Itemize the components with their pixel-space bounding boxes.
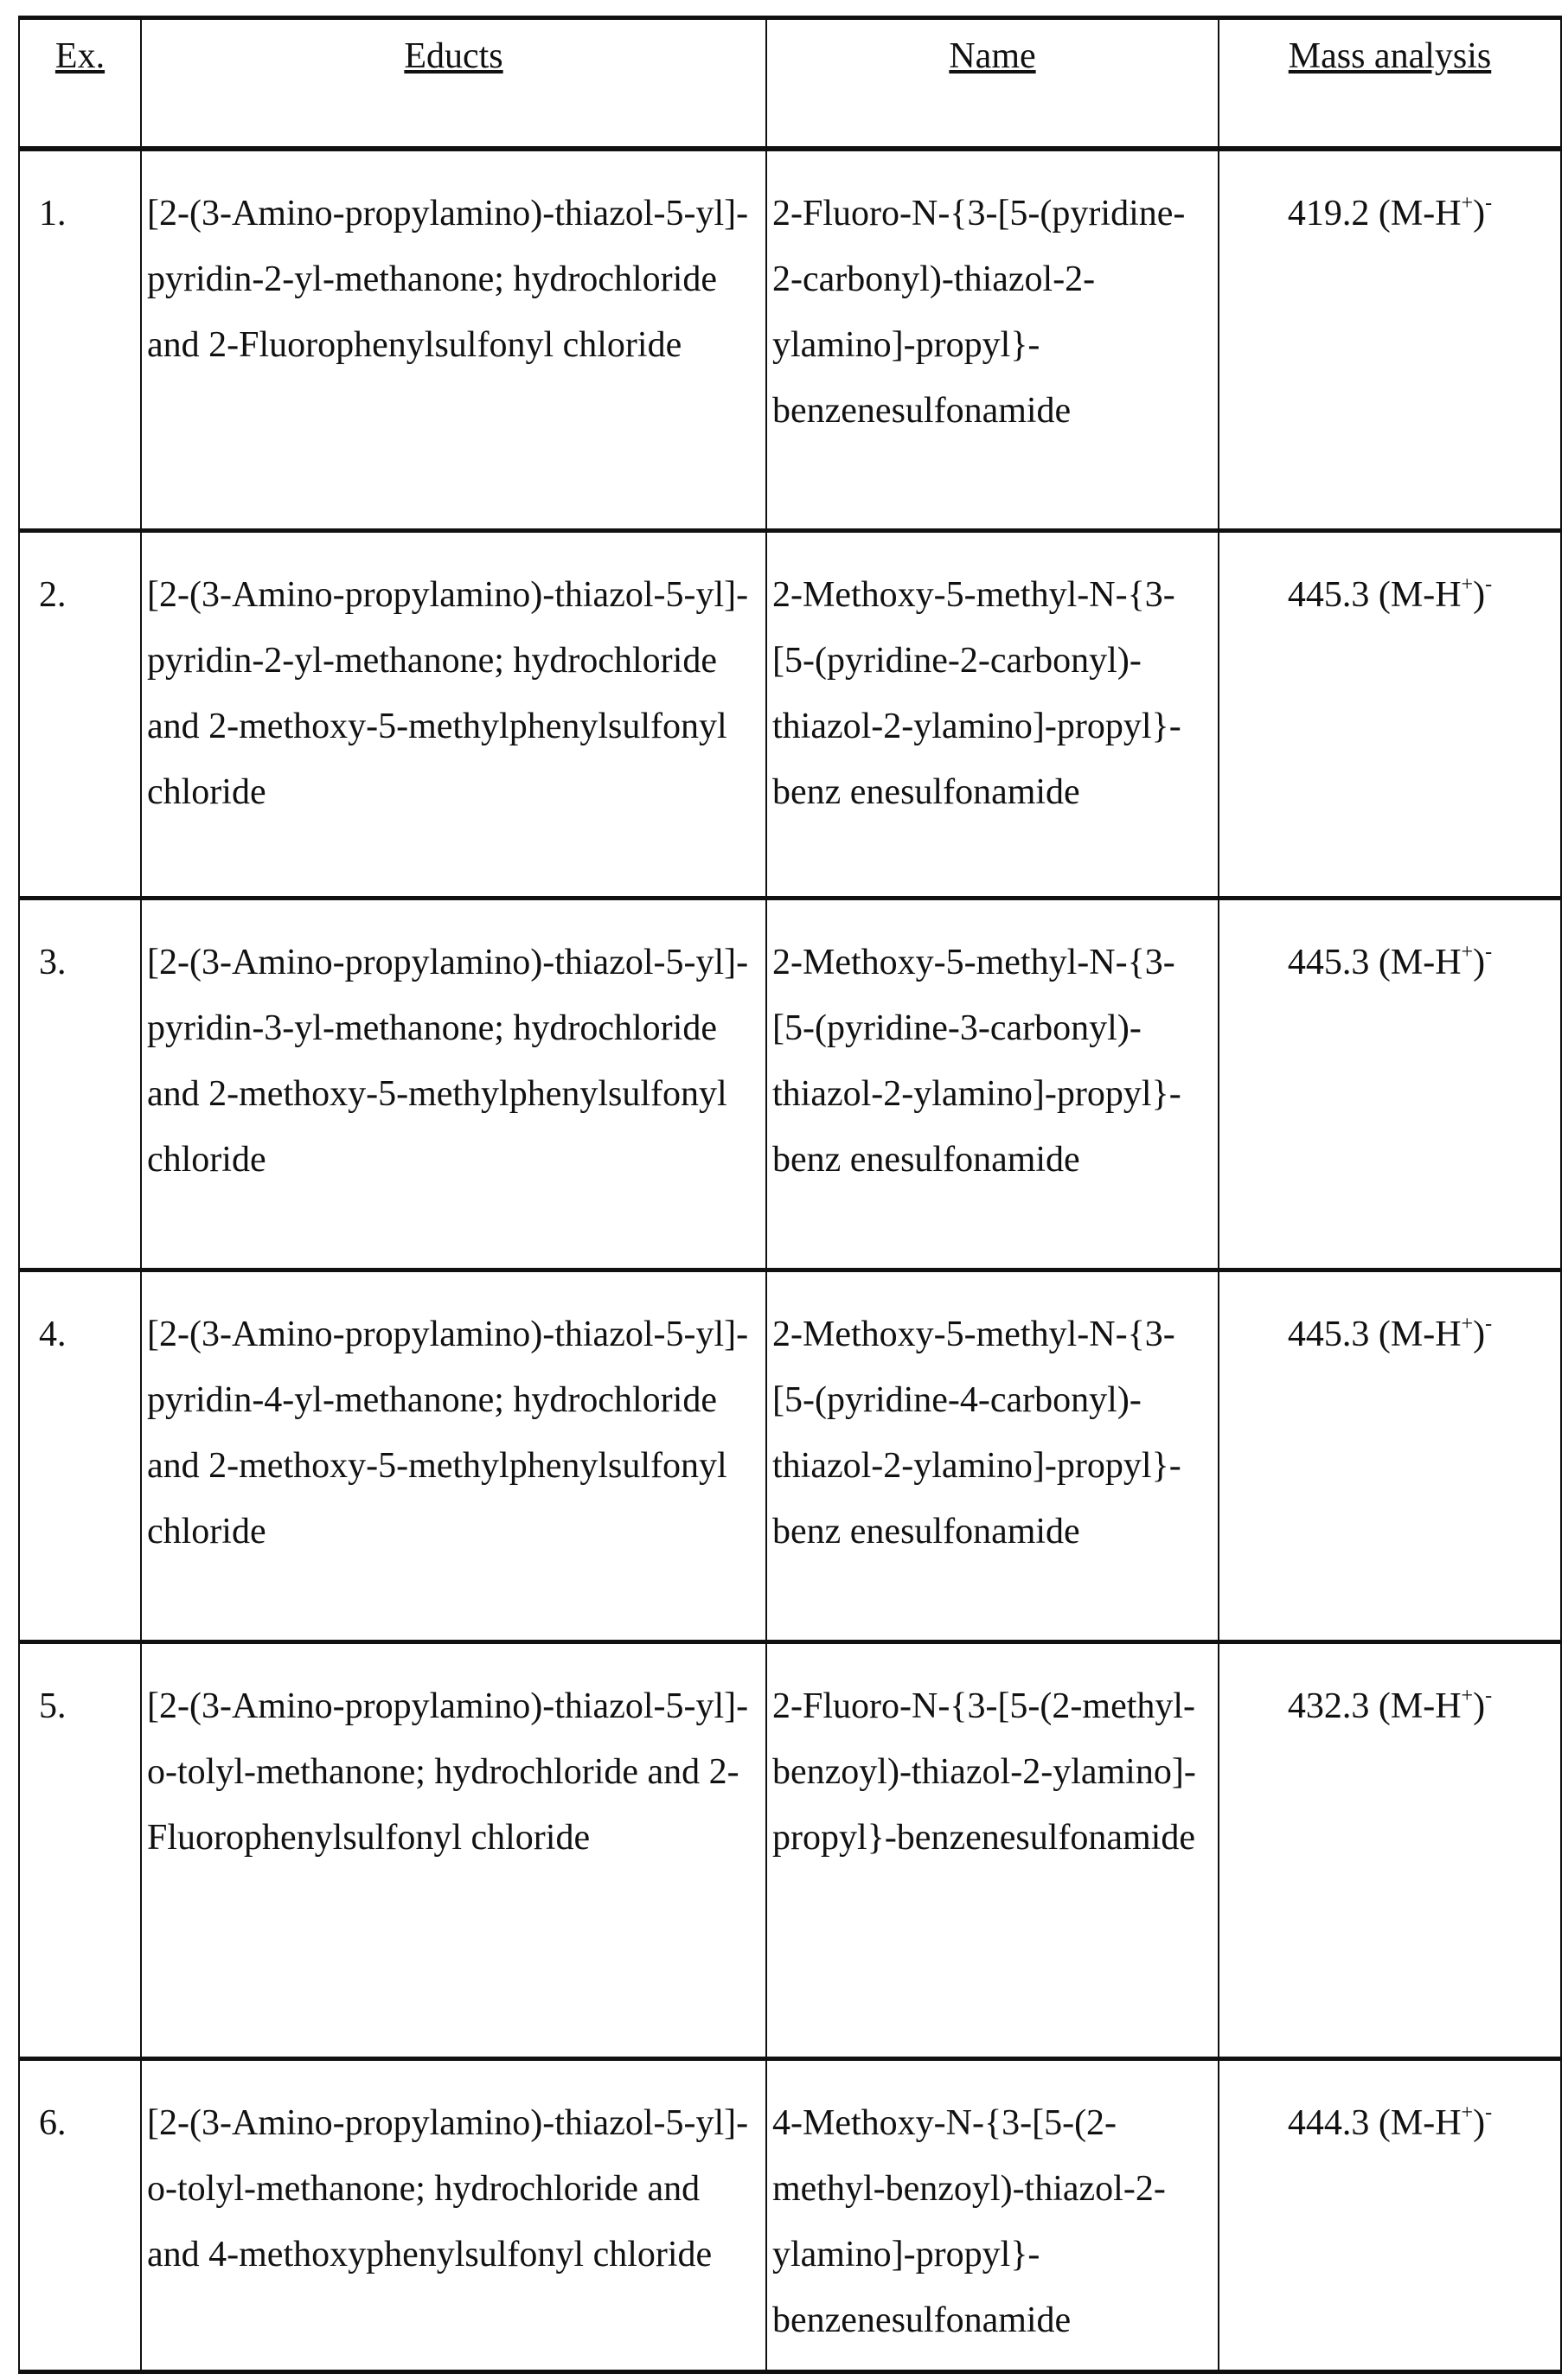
mass-value: 445.3 (M-H bbox=[1288, 1315, 1462, 1354]
table-row bbox=[19, 1270, 1561, 1642]
example-number: 3. bbox=[19, 899, 141, 1270]
educts-cell: [2-(3-Amino-propylamino)-thiazol-5-yl]-pyridin-2-yl-methanone; hydrochloride and 2-Fluorophenylsulfonyl chloride bbox=[141, 149, 766, 531]
mass-sup-plus: + bbox=[1462, 2102, 1474, 2124]
compound-name-cell: 2-Fluoro-N-{3-[5-(2-methyl-benzoyl)-thiazol-2-ylamino]-propyl}-benzenesulfonamide bbox=[766, 1642, 1219, 2059]
compound-name-cell: 2-Methoxy-5-methyl-N-{3-[5-(pyridine-4-carbonyl)-thiazol-2-ylamino]-propyl}-benz enesulfonamide bbox=[766, 1270, 1219, 1642]
table-row bbox=[19, 899, 1561, 1270]
compound-name-cell: 2-Methoxy-5-methyl-N-{3-[5-(pyridine-3-carbonyl)-thiazol-2-ylamino]-propyl}-benz enesulfonamide bbox=[766, 899, 1219, 1270]
mass-sup-plus: + bbox=[1462, 192, 1474, 214]
mass-analysis-cell bbox=[1219, 1642, 1561, 2059]
compound-name-cell: 4-Methoxy-N-{3-[5-(2-methyl-benzoyl)-thiazol-2-ylamino]-propyl}-benzenesulfonamide bbox=[766, 2059, 1219, 2372]
header-ex: Ex. bbox=[19, 18, 141, 149]
examples-table bbox=[18, 16, 1562, 2374]
mass-close: ) bbox=[1473, 1686, 1485, 1726]
mass-value: 445.3 (M-H bbox=[1288, 943, 1462, 982]
mass-sup-minus: - bbox=[1485, 2102, 1492, 2124]
mass-analysis-cell bbox=[1219, 149, 1561, 531]
mass-close: ) bbox=[1473, 943, 1485, 982]
header-educts: Educts bbox=[141, 18, 766, 149]
mass-sup-plus: + bbox=[1462, 941, 1474, 963]
table-row bbox=[19, 1642, 1561, 2059]
educts-cell: [2-(3-Amino-propylamino)-thiazol-5-yl]-o-tolyl-methanone; hydrochloride and 2-Fluorophenylsulfonyl chloride bbox=[141, 1642, 766, 2059]
example-number: 1. bbox=[19, 149, 141, 531]
example-number: 6. bbox=[19, 2059, 141, 2372]
header-mass-analysis: Mass analysis bbox=[1219, 18, 1561, 149]
educts-cell: [2-(3-Amino-propylamino)-thiazol-5-yl]-pyridin-4-yl-methanone; hydrochloride and 2-methoxy-5-methylphenylsulfonyl chloride bbox=[141, 1270, 766, 1642]
example-number: 5. bbox=[19, 1642, 141, 2059]
mass-sup-minus: - bbox=[1485, 573, 1492, 596]
example-number: 2. bbox=[19, 531, 141, 899]
mass-value: 445.3 (M-H bbox=[1288, 575, 1462, 615]
example-number: 4. bbox=[19, 1270, 141, 1642]
table-header-row bbox=[19, 18, 1561, 149]
mass-value: 444.3 (M-H bbox=[1288, 2103, 1462, 2143]
educts-cell: [2-(3-Amino-propylamino)-thiazol-5-yl]-o-tolyl-methanone; hydrochloride and and 4-methoxyphenylsulfonyl chloride bbox=[141, 2059, 766, 2372]
mass-close: ) bbox=[1473, 1315, 1485, 1354]
compound-name-cell: 2-Fluoro-N-{3-[5-(pyridine-2-carbonyl)-thiazol-2-ylamino]-propyl}-benzenesulfonamide bbox=[766, 149, 1219, 531]
table-row bbox=[19, 2059, 1561, 2372]
mass-close: ) bbox=[1473, 2103, 1485, 2143]
compound-name-cell: 2-Methoxy-5-methyl-N-{3-[5-(pyridine-2-carbonyl)-thiazol-2-ylamino]-propyl}-benz enesulfonamide bbox=[766, 531, 1219, 899]
table-row bbox=[19, 149, 1561, 531]
mass-close: ) bbox=[1473, 575, 1485, 615]
mass-value: 419.2 (M-H bbox=[1288, 194, 1462, 234]
educts-cell: [2-(3-Amino-propylamino)-thiazol-5-yl]-pyridin-2-yl-methanone; hydrochloride and 2-methoxy-5-methylphenylsulfonyl chloride bbox=[141, 531, 766, 899]
mass-sup-minus: - bbox=[1485, 941, 1492, 963]
mass-close: ) bbox=[1473, 194, 1485, 234]
mass-analysis-cell bbox=[1219, 899, 1561, 1270]
table-row bbox=[19, 531, 1561, 899]
mass-value: 432.3 (M-H bbox=[1288, 1686, 1462, 1726]
mass-sup-plus: + bbox=[1462, 1685, 1474, 1707]
mass-sup-minus: - bbox=[1485, 1685, 1492, 1707]
mass-sup-minus: - bbox=[1485, 1313, 1492, 1335]
educts-cell: [2-(3-Amino-propylamino)-thiazol-5-yl]-pyridin-3-yl-methanone; hydrochloride and 2-methoxy-5-methylphenylsulfonyl chloride bbox=[141, 899, 766, 1270]
mass-sup-plus: + bbox=[1462, 573, 1474, 596]
header-name: Name bbox=[766, 18, 1219, 149]
mass-sup-minus: - bbox=[1485, 192, 1492, 214]
mass-analysis-cell bbox=[1219, 2059, 1561, 2372]
mass-sup-plus: + bbox=[1462, 1313, 1474, 1335]
mass-analysis-cell bbox=[1219, 531, 1561, 899]
mass-analysis-cell bbox=[1219, 1270, 1561, 1642]
